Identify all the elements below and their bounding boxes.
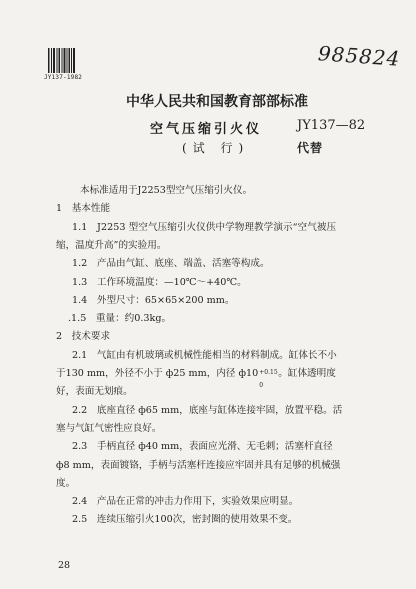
clause-2-3-line-1: 2.3 手柄直径 ф40 mm，表面应光滑、无毛刺；活塞杆直径 [72,441,333,453]
standard-title: 中华人民共和国教育部部标准 [126,94,308,110]
document-code: JY137—82 [297,118,366,133]
clause-1-4: 1.4 外型尺寸：65×65×200 mm。 [72,294,235,306]
clause-2-1-line-1: 2.1 气缸由有机玻璃或机械性能相当的材料制成。缸体长不小 [72,349,337,361]
replace-label: 代替 [297,141,324,155]
barcode-caption: JY137-1982 [44,74,83,81]
clause-2-3-line-3: 度。 [56,477,76,489]
clause-2-1-text-a: 于130 mm，外径不小于 ф25 mm，内径 ф10 [56,368,259,379]
page-number: 28 [58,560,71,571]
clause-2-5: 2.5 连续压缩引火100次，密封圈的使用效果不变。 [72,514,298,526]
clause-2-3-line-2: ф8 mm，表面镀铬，手柄与活塞杆连接应牢固并具有足够的机械强 [56,459,341,471]
barcode [48,48,76,73]
clause-2-1-line-2: 于130 mm，外径不小于 ф25 mm，内径 ф10 +0.15 0 。缸体透明度 [56,368,336,389]
clause-1-1-line-2: 缩，温度升高”的实验用。 [56,239,167,251]
intro-paragraph: 本标准适用于J2253型空气压缩引火仪。 [80,185,253,196]
clause-1-1-line-1: 1.1 J2253 型空气压缩引火仪供中学物理教学演示“空气被压 [72,221,337,233]
clause-2-1-line-3: 好，表面无划痕。 [56,386,133,398]
handwritten-number: 985824 [317,41,402,71]
trial-label: (试 行) [182,141,250,155]
clause-1-3: 1.3 工作环境温度：—10℃～+40℃。 [72,276,247,288]
clause-2-4: 2.4 产品在正常的冲击力作用下，实验效果应明显。 [72,496,299,508]
section-2-heading: 2 技术要求 [56,331,111,343]
clause-2-1-text-b: 。缸体透明度 [278,368,336,379]
clause-2-2-line-2: 塞与气缸气密性应良好。 [56,422,162,434]
clause-1-2: 1.2 产品由气缸、底座、端盖、活塞等构成。 [72,258,270,270]
section-1-heading: 1 基本性能 [56,203,111,215]
document-name: 空气压缩引火仪 [150,122,263,137]
clause-2-2-line-1: 2.2 底座直径 ф65 mm，底座与缸体连接牢固，放置平稳。活 [72,404,343,416]
clause-1-5: .1.5 重量：约0.3kg。 [68,313,172,325]
